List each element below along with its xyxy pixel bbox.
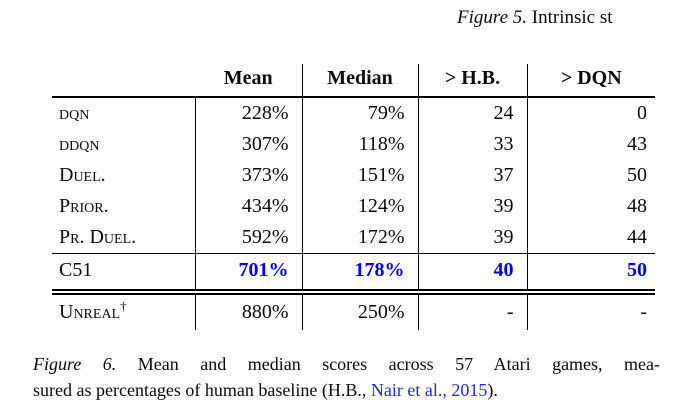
mean-value: 307%: [195, 129, 302, 160]
gt-hb-value: 33: [418, 129, 527, 160]
header-row: [52, 64, 655, 97]
row-label: ddqn: [59, 133, 100, 155]
median-value: 118%: [302, 129, 418, 160]
row-label: Pr. Duel.: [59, 226, 137, 248]
gt-dqn-value: 0: [527, 97, 655, 129]
gt-dqn-value: 44: [527, 222, 655, 254]
unreal-label: Unreal: [59, 301, 121, 323]
mean-value: 373%: [195, 160, 302, 191]
table-row-duel: [52, 160, 655, 191]
row-label: Duel.: [59, 164, 106, 186]
table-row-ddqn: [52, 129, 655, 160]
table-row-pr-duel: [52, 222, 655, 254]
figure5-text: Intrinsic st: [531, 7, 613, 28]
gt-hb-value: 40: [418, 254, 527, 293]
table-row-unreal: [52, 292, 655, 330]
mean-value: 701%: [195, 254, 302, 293]
results-table: [52, 64, 655, 330]
row-label: dqn: [59, 102, 90, 124]
figure6-label: Figure 6.: [33, 354, 117, 374]
table-row-c51: [52, 254, 655, 293]
figure6-caption-line1: [33, 351, 660, 377]
median-value: 151%: [302, 160, 418, 191]
median-value: 79%: [302, 97, 418, 129]
figure6-line1-text: Mean and median scores across 57 Atari games, mea-: [137, 354, 661, 374]
gt-dqn-value: 48: [527, 191, 655, 222]
header-gt-hb: > H.B.: [418, 64, 527, 97]
header-median: Median: [302, 64, 418, 97]
gt-dqn-value: 50: [527, 254, 655, 293]
gt-dqn-value: 50: [527, 160, 655, 191]
mean-value: 434%: [195, 191, 302, 222]
median-value: 250%: [302, 292, 418, 330]
gt-dqn-value: -: [527, 292, 655, 330]
table-row-dqn: [52, 97, 655, 129]
figure6-line2-text: sured as percentages of human baseline (H.B.,: [33, 380, 371, 400]
median-value: 172%: [302, 222, 418, 254]
row-label: [52, 292, 195, 330]
row-label: Prior.: [59, 195, 109, 217]
header-gt-dqn: > DQN: [527, 64, 655, 97]
dagger-footnote-mark: †: [120, 299, 127, 314]
figure6-caption: [33, 351, 660, 403]
gt-hb-value: 39: [418, 222, 527, 254]
figure6-caption-line2: [33, 377, 660, 403]
row-label: C51: [52, 254, 195, 293]
mean-value: 880%: [195, 292, 302, 330]
gt-hb-value: -: [418, 292, 527, 330]
citation-link-nair-2015[interactable]: Nair et al., 2015: [370, 380, 488, 400]
gt-hb-value: 37: [418, 160, 527, 191]
table-row-prior: [52, 191, 655, 222]
header-mean: Mean: [195, 64, 302, 97]
gt-dqn-value: 43: [527, 129, 655, 160]
figure5-label: Figure 5.: [457, 7, 528, 28]
figure6-line2-suffix: ).: [487, 380, 498, 400]
mean-value: 592%: [195, 222, 302, 254]
mean-value: 228%: [195, 97, 302, 129]
gt-hb-value: 24: [418, 97, 527, 129]
figure5-caption: [457, 7, 613, 29]
median-value: 124%: [302, 191, 418, 222]
median-value: 178%: [302, 254, 418, 293]
gt-hb-value: 39: [418, 191, 527, 222]
header-empty: [52, 64, 195, 97]
